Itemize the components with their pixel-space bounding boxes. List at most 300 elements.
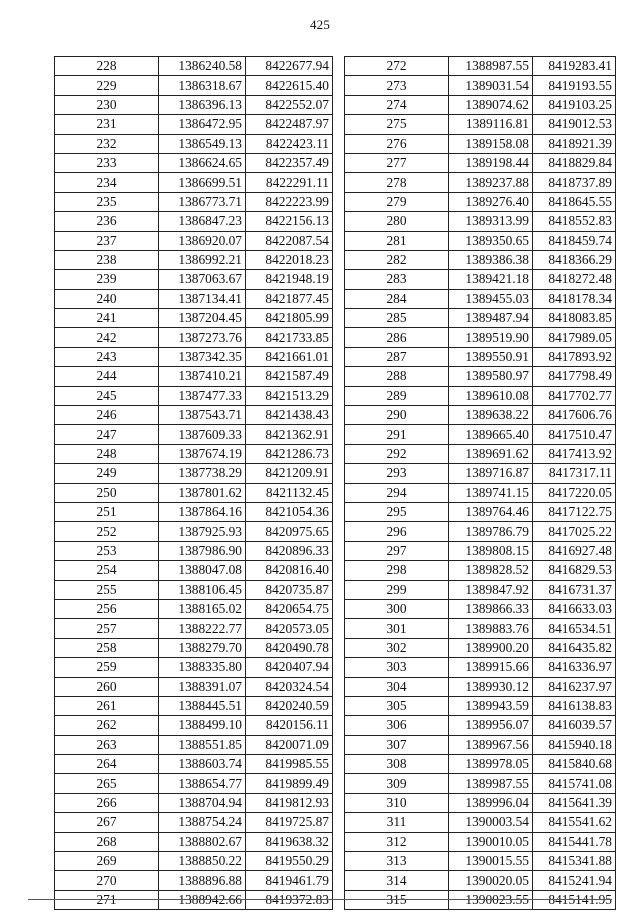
point-number-cell: 291	[345, 425, 449, 444]
y-coordinate-cell: 8420490.78	[246, 638, 333, 657]
point-number-cell: 279	[345, 192, 449, 211]
table-row	[345, 212, 616, 231]
table-row	[55, 464, 333, 483]
y-coordinate-cell: 8418178.34	[533, 289, 616, 308]
y-coordinate-cell: 8415641.39	[533, 793, 616, 812]
x-coordinate-cell: 1389915.66	[449, 658, 533, 677]
table-row	[345, 580, 616, 599]
x-coordinate-cell: 1388942.66	[159, 890, 246, 909]
y-coordinate-cell: 8422223.99	[246, 192, 333, 211]
x-coordinate-cell: 1389978.05	[449, 755, 533, 774]
x-coordinate-cell: 1387864.16	[159, 502, 246, 521]
y-coordinate-cell: 8421733.85	[246, 328, 333, 347]
y-coordinate-cell: 8421587.49	[246, 367, 333, 386]
x-coordinate-cell: 1389386.38	[449, 250, 533, 269]
x-coordinate-cell: 1387273.76	[159, 328, 246, 347]
table-row	[55, 735, 333, 754]
x-coordinate-cell: 1389900.20	[449, 638, 533, 657]
point-number-cell: 282	[345, 250, 449, 269]
y-coordinate-cell: 8418083.85	[533, 309, 616, 328]
x-coordinate-cell: 1388603.74	[159, 755, 246, 774]
point-number-cell: 260	[55, 677, 159, 696]
table-row	[55, 386, 333, 405]
x-coordinate-cell: 1389716.87	[449, 464, 533, 483]
y-coordinate-cell: 8421286.73	[246, 444, 333, 463]
table-row	[55, 599, 333, 618]
x-coordinate-cell: 1389237.88	[449, 173, 533, 192]
x-coordinate-cell: 1389638.22	[449, 406, 533, 425]
y-coordinate-cell: 8418645.55	[533, 192, 616, 211]
footer-rule	[28, 899, 612, 900]
x-coordinate-cell: 1387674.19	[159, 444, 246, 463]
x-coordinate-cell: 1387477.33	[159, 386, 246, 405]
y-coordinate-cell: 8422087.54	[246, 231, 333, 250]
x-coordinate-cell: 1387925.93	[159, 522, 246, 541]
table-row	[345, 231, 616, 250]
table-row	[55, 677, 333, 696]
point-number-cell: 289	[345, 386, 449, 405]
y-coordinate-cell: 8422156.13	[246, 212, 333, 231]
point-number-cell: 233	[55, 153, 159, 172]
y-coordinate-cell: 8420407.94	[246, 658, 333, 677]
x-coordinate-cell: 1389421.18	[449, 270, 533, 289]
point-number-cell: 302	[345, 638, 449, 657]
table-row	[345, 599, 616, 618]
y-coordinate-cell: 8417220.05	[533, 483, 616, 502]
x-coordinate-cell: 1388335.80	[159, 658, 246, 677]
table-row	[55, 580, 333, 599]
table-row	[55, 871, 333, 890]
table-row	[55, 270, 333, 289]
x-coordinate-cell: 1389158.08	[449, 134, 533, 153]
table-row	[55, 658, 333, 677]
point-number-cell: 261	[55, 696, 159, 715]
y-coordinate-cell: 8421877.45	[246, 289, 333, 308]
table-row	[55, 95, 333, 114]
point-number-cell: 297	[345, 541, 449, 560]
table-row	[55, 76, 333, 95]
table-row	[345, 153, 616, 172]
y-coordinate-cell: 8416039.57	[533, 716, 616, 735]
point-number-cell: 243	[55, 347, 159, 366]
table-row	[55, 347, 333, 366]
x-coordinate-cell: 1388754.24	[159, 813, 246, 832]
point-number-cell: 273	[345, 76, 449, 95]
table-row	[345, 696, 616, 715]
x-coordinate-cell: 1388106.45	[159, 580, 246, 599]
point-number-cell: 244	[55, 367, 159, 386]
y-coordinate-cell: 8421805.99	[246, 309, 333, 328]
table-row	[345, 328, 616, 347]
table-row	[55, 793, 333, 812]
table-row	[345, 677, 616, 696]
y-coordinate-cell: 8419899.49	[246, 774, 333, 793]
y-coordinate-cell: 8416435.82	[533, 638, 616, 657]
x-coordinate-cell: 1389550.91	[449, 347, 533, 366]
y-coordinate-cell: 8421948.19	[246, 270, 333, 289]
point-number-cell: 292	[345, 444, 449, 463]
y-coordinate-cell: 8417798.49	[533, 367, 616, 386]
y-coordinate-cell: 8416336.97	[533, 658, 616, 677]
table-row	[345, 57, 616, 76]
x-coordinate-cell: 1389519.90	[449, 328, 533, 347]
x-coordinate-cell: 1387134.41	[159, 289, 246, 308]
table-row	[345, 134, 616, 153]
point-number-cell: 247	[55, 425, 159, 444]
table-row	[55, 406, 333, 425]
y-coordinate-cell: 8419812.93	[246, 793, 333, 812]
x-coordinate-cell: 1389764.46	[449, 502, 533, 521]
y-coordinate-cell: 8417510.47	[533, 425, 616, 444]
x-coordinate-cell: 1389691.62	[449, 444, 533, 463]
point-number-cell: 240	[55, 289, 159, 308]
table-row	[345, 658, 616, 677]
point-number-cell: 253	[55, 541, 159, 560]
x-coordinate-cell: 1389930.12	[449, 677, 533, 696]
point-number-cell: 294	[345, 483, 449, 502]
point-number-cell: 293	[345, 464, 449, 483]
y-coordinate-cell: 8416829.53	[533, 561, 616, 580]
y-coordinate-cell: 8417606.76	[533, 406, 616, 425]
x-coordinate-cell: 1390010.05	[449, 832, 533, 851]
x-coordinate-cell: 1388499.10	[159, 716, 246, 735]
table-row	[345, 735, 616, 754]
x-coordinate-cell: 1386318.67	[159, 76, 246, 95]
point-number-cell: 264	[55, 755, 159, 774]
y-coordinate-cell: 8419193.55	[533, 76, 616, 95]
x-coordinate-cell: 1388654.77	[159, 774, 246, 793]
point-number-cell: 278	[345, 173, 449, 192]
table-row	[55, 561, 333, 580]
y-coordinate-cell: 8415141.95	[533, 890, 616, 909]
point-number-cell: 254	[55, 561, 159, 580]
y-coordinate-cell: 8422615.40	[246, 76, 333, 95]
point-number-cell: 266	[55, 793, 159, 812]
table-row	[55, 328, 333, 347]
table-row	[345, 502, 616, 521]
y-coordinate-cell: 8417893.92	[533, 347, 616, 366]
point-number-cell: 283	[345, 270, 449, 289]
table-row	[345, 541, 616, 560]
table-row	[55, 425, 333, 444]
table-row	[345, 561, 616, 580]
x-coordinate-cell: 1390003.54	[449, 813, 533, 832]
x-coordinate-cell: 1389866.33	[449, 599, 533, 618]
point-number-cell: 268	[55, 832, 159, 851]
y-coordinate-cell: 8420071.09	[246, 735, 333, 754]
table-row	[55, 813, 333, 832]
y-coordinate-cell: 8422677.94	[246, 57, 333, 76]
x-coordinate-cell: 1389956.07	[449, 716, 533, 735]
y-coordinate-cell: 8419725.87	[246, 813, 333, 832]
y-coordinate-cell: 8420240.59	[246, 696, 333, 715]
point-number-cell: 272	[345, 57, 449, 76]
table-row	[345, 638, 616, 657]
y-coordinate-cell: 8421054.36	[246, 502, 333, 521]
y-coordinate-cell: 8415241.94	[533, 871, 616, 890]
point-number-cell: 239	[55, 270, 159, 289]
coordinates-table-right	[344, 56, 616, 910]
point-number-cell: 257	[55, 619, 159, 638]
point-number-cell: 262	[55, 716, 159, 735]
y-coordinate-cell: 8421661.01	[246, 347, 333, 366]
x-coordinate-cell: 1386699.51	[159, 173, 246, 192]
x-coordinate-cell: 1388445.51	[159, 696, 246, 715]
table-row	[345, 76, 616, 95]
point-number-cell: 270	[55, 871, 159, 890]
x-coordinate-cell: 1388704.94	[159, 793, 246, 812]
point-number-cell: 308	[345, 755, 449, 774]
y-coordinate-cell: 8415940.18	[533, 735, 616, 754]
table-row	[55, 502, 333, 521]
point-number-cell: 271	[55, 890, 159, 909]
y-coordinate-cell: 8416237.97	[533, 677, 616, 696]
x-coordinate-cell: 1389580.97	[449, 367, 533, 386]
point-number-cell: 312	[345, 832, 449, 851]
point-number-cell: 249	[55, 464, 159, 483]
point-number-cell: 303	[345, 658, 449, 677]
y-coordinate-cell: 8417122.75	[533, 502, 616, 521]
y-coordinate-cell: 8419461.79	[246, 871, 333, 890]
table-row	[345, 774, 616, 793]
table-row	[345, 871, 616, 890]
point-number-cell: 274	[345, 95, 449, 114]
point-number-cell: 265	[55, 774, 159, 793]
x-coordinate-cell: 1389943.59	[449, 696, 533, 715]
x-coordinate-cell: 1389313.99	[449, 212, 533, 231]
table-row	[55, 852, 333, 871]
y-coordinate-cell: 8420975.65	[246, 522, 333, 541]
point-number-cell: 234	[55, 173, 159, 192]
x-coordinate-cell: 1386847.23	[159, 212, 246, 231]
x-coordinate-cell: 1390020.05	[449, 871, 533, 890]
y-coordinate-cell: 8415441.78	[533, 832, 616, 851]
x-coordinate-cell: 1386396.13	[159, 95, 246, 114]
y-coordinate-cell: 8418921.39	[533, 134, 616, 153]
x-coordinate-cell: 1389116.81	[449, 115, 533, 134]
point-number-cell: 231	[55, 115, 159, 134]
table-row	[345, 309, 616, 328]
table-row	[345, 813, 616, 832]
table-row	[55, 212, 333, 231]
x-coordinate-cell: 1389808.15	[449, 541, 533, 560]
y-coordinate-cell: 8418552.83	[533, 212, 616, 231]
x-coordinate-cell: 1387342.35	[159, 347, 246, 366]
point-number-cell: 295	[345, 502, 449, 521]
point-number-cell: 286	[345, 328, 449, 347]
table-row	[55, 153, 333, 172]
x-coordinate-cell: 1389996.04	[449, 793, 533, 812]
point-number-cell: 252	[55, 522, 159, 541]
coordinates-table-left	[54, 56, 333, 910]
x-coordinate-cell: 1389828.52	[449, 561, 533, 580]
y-coordinate-cell: 8417413.92	[533, 444, 616, 463]
point-number-cell: 313	[345, 852, 449, 871]
x-coordinate-cell: 1386920.07	[159, 231, 246, 250]
y-coordinate-cell: 8421209.91	[246, 464, 333, 483]
point-number-cell: 280	[345, 212, 449, 231]
point-number-cell: 288	[345, 367, 449, 386]
y-coordinate-cell: 8421362.91	[246, 425, 333, 444]
point-number-cell: 251	[55, 502, 159, 521]
point-number-cell: 229	[55, 76, 159, 95]
x-coordinate-cell: 1387063.67	[159, 270, 246, 289]
table-row	[55, 619, 333, 638]
point-number-cell: 281	[345, 231, 449, 250]
table-row	[55, 134, 333, 153]
point-number-cell: 310	[345, 793, 449, 812]
x-coordinate-cell: 1388850.22	[159, 852, 246, 871]
point-number-cell: 284	[345, 289, 449, 308]
point-number-cell: 246	[55, 406, 159, 425]
table-row	[345, 793, 616, 812]
y-coordinate-cell: 8420573.05	[246, 619, 333, 638]
y-coordinate-cell: 8421132.45	[246, 483, 333, 502]
y-coordinate-cell: 8419985.55	[246, 755, 333, 774]
x-coordinate-cell: 1389786.79	[449, 522, 533, 541]
point-number-cell: 238	[55, 250, 159, 269]
y-coordinate-cell: 8420816.40	[246, 561, 333, 580]
x-coordinate-cell: 1386624.65	[159, 153, 246, 172]
point-number-cell: 237	[55, 231, 159, 250]
table-row	[55, 231, 333, 250]
y-coordinate-cell: 8415840.68	[533, 755, 616, 774]
point-number-cell: 306	[345, 716, 449, 735]
table-row	[55, 57, 333, 76]
table-row	[55, 541, 333, 560]
table-row	[55, 696, 333, 715]
point-number-cell: 299	[345, 580, 449, 599]
y-coordinate-cell: 8418459.74	[533, 231, 616, 250]
table-row	[345, 444, 616, 463]
table-row	[55, 192, 333, 211]
table-row	[345, 115, 616, 134]
table-row	[55, 444, 333, 463]
point-number-cell: 259	[55, 658, 159, 677]
point-number-cell: 277	[345, 153, 449, 172]
point-number-cell: 228	[55, 57, 159, 76]
point-number-cell: 301	[345, 619, 449, 638]
point-number-cell: 232	[55, 134, 159, 153]
x-coordinate-cell: 1388279.70	[159, 638, 246, 657]
y-coordinate-cell: 8420324.54	[246, 677, 333, 696]
table-row	[345, 522, 616, 541]
y-coordinate-cell: 8419012.53	[533, 115, 616, 134]
point-number-cell: 300	[345, 599, 449, 618]
point-number-cell: 287	[345, 347, 449, 366]
y-coordinate-cell: 8416138.83	[533, 696, 616, 715]
x-coordinate-cell: 1386549.13	[159, 134, 246, 153]
x-coordinate-cell: 1389967.56	[449, 735, 533, 754]
point-number-cell: 304	[345, 677, 449, 696]
x-coordinate-cell: 1388165.02	[159, 599, 246, 618]
point-number-cell: 275	[345, 115, 449, 134]
y-coordinate-cell: 8415741.08	[533, 774, 616, 793]
x-coordinate-cell: 1387410.21	[159, 367, 246, 386]
table-row	[345, 173, 616, 192]
x-coordinate-cell: 1390023.55	[449, 890, 533, 909]
table-row	[55, 367, 333, 386]
y-coordinate-cell: 8418272.48	[533, 270, 616, 289]
y-coordinate-cell: 8421513.29	[246, 386, 333, 405]
point-number-cell: 290	[345, 406, 449, 425]
y-coordinate-cell: 8419283.41	[533, 57, 616, 76]
y-coordinate-cell: 8416927.48	[533, 541, 616, 560]
x-coordinate-cell: 1389350.65	[449, 231, 533, 250]
table-row	[345, 367, 616, 386]
table-row	[345, 386, 616, 405]
y-coordinate-cell: 8419638.32	[246, 832, 333, 851]
x-coordinate-cell: 1389610.08	[449, 386, 533, 405]
point-number-cell: 235	[55, 192, 159, 211]
point-number-cell: 276	[345, 134, 449, 153]
x-coordinate-cell: 1389987.55	[449, 774, 533, 793]
point-number-cell: 230	[55, 95, 159, 114]
table-row	[345, 95, 616, 114]
point-number-cell: 307	[345, 735, 449, 754]
point-number-cell: 314	[345, 871, 449, 890]
y-coordinate-cell: 8418366.29	[533, 250, 616, 269]
x-coordinate-cell: 1386773.71	[159, 192, 246, 211]
table-row	[345, 464, 616, 483]
y-coordinate-cell: 8420735.87	[246, 580, 333, 599]
x-coordinate-cell: 1389198.44	[449, 153, 533, 172]
y-coordinate-cell: 8417989.05	[533, 328, 616, 347]
x-coordinate-cell: 1389741.15	[449, 483, 533, 502]
x-coordinate-cell: 1388551.85	[159, 735, 246, 754]
table-row	[345, 289, 616, 308]
point-number-cell: 241	[55, 309, 159, 328]
table-row	[55, 755, 333, 774]
point-number-cell: 298	[345, 561, 449, 580]
y-coordinate-cell: 8422291.11	[246, 173, 333, 192]
x-coordinate-cell: 1386240.58	[159, 57, 246, 76]
table-row	[345, 270, 616, 289]
point-number-cell: 255	[55, 580, 159, 599]
table-row	[345, 716, 616, 735]
y-coordinate-cell: 8418737.89	[533, 173, 616, 192]
table-row	[55, 289, 333, 308]
x-coordinate-cell: 1387738.29	[159, 464, 246, 483]
point-number-cell: 236	[55, 212, 159, 231]
table-row	[55, 832, 333, 851]
table-row	[55, 522, 333, 541]
y-coordinate-cell: 8422423.11	[246, 134, 333, 153]
y-coordinate-cell: 8419103.25	[533, 95, 616, 114]
table-row	[55, 115, 333, 134]
y-coordinate-cell: 8416731.37	[533, 580, 616, 599]
table-row	[55, 716, 333, 735]
x-coordinate-cell: 1387543.71	[159, 406, 246, 425]
x-coordinate-cell: 1389455.03	[449, 289, 533, 308]
y-coordinate-cell: 8419372.83	[246, 890, 333, 909]
table-row	[345, 192, 616, 211]
table-row	[55, 250, 333, 269]
point-number-cell: 258	[55, 638, 159, 657]
x-coordinate-cell: 1388802.67	[159, 832, 246, 851]
y-coordinate-cell: 8421438.43	[246, 406, 333, 425]
x-coordinate-cell: 1389276.40	[449, 192, 533, 211]
y-coordinate-cell: 8422018.23	[246, 250, 333, 269]
x-coordinate-cell: 1386992.21	[159, 250, 246, 269]
table-row	[55, 309, 333, 328]
page-number: 425	[309, 17, 331, 32]
x-coordinate-cell: 1387986.90	[159, 541, 246, 560]
table-row	[345, 250, 616, 269]
x-coordinate-cell: 1386472.95	[159, 115, 246, 134]
x-coordinate-cell: 1388047.08	[159, 561, 246, 580]
table-row	[345, 483, 616, 502]
